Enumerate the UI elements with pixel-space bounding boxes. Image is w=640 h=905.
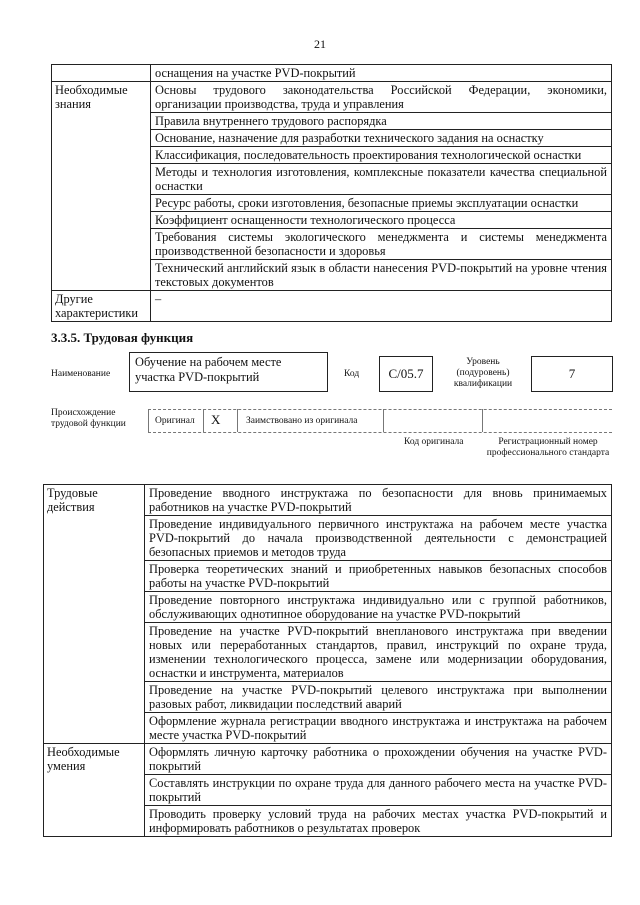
origin-divider-2 bbox=[203, 409, 204, 432]
row-item: Методы и технология изготовления, комплексные показатели качества специальной оснастки bbox=[151, 164, 612, 195]
row-item: Составлять инструкции по охране труда для данного рабочего места на участке PVD-покрытий bbox=[145, 775, 612, 806]
row-item: Проведение вводного инструктажа по безопасности для вновь принимаемых работников на участке PVD-покрытий bbox=[145, 485, 612, 516]
row-item: Требования системы экологического менеджмента и системы менеджмента производственной безопасности и здоровья bbox=[151, 229, 612, 260]
row-item: Проведение на участке PVD-покрытий целевого инструктажа при выполнении разовых работ, ликвидации последствий аварий bbox=[145, 682, 612, 713]
table-row bbox=[44, 744, 612, 775]
name-value: Обучение на рабочем месте участка PVD-покрытий bbox=[135, 355, 282, 384]
row-label bbox=[52, 65, 151, 82]
row-item: Правила внутреннего трудового распорядка bbox=[151, 113, 612, 130]
table-row bbox=[44, 485, 612, 516]
row-label: Необходимые знания bbox=[52, 82, 151, 291]
row-label: Необходимые умения bbox=[44, 744, 145, 837]
row-label: Трудовые действия bbox=[44, 485, 145, 744]
row-item: оснащения на участке PVD-покрытий bbox=[151, 65, 612, 82]
section-heading: 3.3.5. Трудовая функция bbox=[51, 330, 194, 345]
name-box bbox=[129, 352, 328, 392]
origin-label: Происхождение трудовой функции bbox=[51, 408, 126, 429]
origin-divider-5 bbox=[482, 409, 483, 432]
origin-code-caption: Код оригинала bbox=[404, 437, 464, 447]
code-box bbox=[379, 356, 433, 392]
origin-divider-1 bbox=[148, 409, 149, 432]
original-label: Оригинал bbox=[155, 416, 195, 426]
row-item: Проверка теоретических знаний и приобретенных навыков безопасных способов работы на участке PVD-покрытий bbox=[145, 561, 612, 592]
row-item: Ресурс работы, сроки изготовления, безопасные приемы эксплуатации оснастки bbox=[151, 195, 612, 212]
original-mark: X bbox=[211, 412, 221, 427]
origin-divider-4 bbox=[383, 409, 384, 432]
row-item: – bbox=[151, 291, 612, 322]
level-box bbox=[531, 356, 613, 392]
name-label: Наименование bbox=[51, 369, 111, 379]
row-label: Другие характеристики bbox=[52, 291, 151, 322]
row-item: Коэффициент оснащенности технологического процесса bbox=[151, 212, 612, 229]
table-row bbox=[52, 65, 612, 82]
origin-top-rule bbox=[148, 409, 612, 410]
actions-table bbox=[43, 484, 612, 837]
page-number: 21 bbox=[314, 37, 326, 51]
row-item: Проведение повторного инструктажа индивидуально или с группой работников, обслуживающих однотипное оборудование на участке PVD-покрытий bbox=[145, 592, 612, 623]
row-item: Технический английский язык в области нанесения PVD-покрытий на уровне чтения текстовых документов bbox=[151, 260, 612, 291]
level-value: 7 bbox=[568, 366, 576, 381]
row-item: Основание, назначение для разработки технического задания на оснастку bbox=[151, 130, 612, 147]
row-item: Оформлять личную карточку работника о прохождении обучения на участке PVD-покрытий bbox=[145, 744, 612, 775]
table-row bbox=[52, 291, 612, 322]
row-item: Классификация, последовательность проектирования технологической оснастки bbox=[151, 147, 612, 164]
reg-number-caption: Регистрационный номер профессионального стандарта bbox=[486, 437, 610, 458]
row-item: Проводить проверку условий труда на рабочих местах участка PVD-покрытий и информировать работников о результатах проверок bbox=[145, 806, 612, 837]
row-item: Оформление журнала регистрации вводного инструктажа и инструктажа на рабочем месте участка PVD-покрытий bbox=[145, 713, 612, 744]
borrowed-label: Заимствовано из оригинала bbox=[246, 416, 358, 426]
level-label: Уровень (подуровень) квалификации bbox=[453, 357, 513, 389]
code-label: Код bbox=[344, 369, 360, 379]
origin-bottom-rule bbox=[148, 432, 612, 433]
knowledge-table bbox=[51, 64, 612, 322]
code-value: C/05.7 bbox=[388, 366, 424, 381]
actions-table-body bbox=[44, 485, 612, 837]
row-item: Проведение индивидуального первичного инструктажа на рабочем месте участка PVD-покрытий до начала производственной деятельности с демонстрацией безопасных приемов и методов труда bbox=[145, 516, 612, 561]
row-item: Основы трудового законодательства Российской Федерации, экономики, организации производства, труда и управления bbox=[151, 82, 612, 113]
table-row bbox=[52, 82, 612, 113]
origin-divider-3 bbox=[237, 409, 238, 432]
knowledge-table-body bbox=[52, 65, 612, 322]
row-item: Проведение на участке PVD-покрытий внепланового инструктажа при введении новых или переработанных стандартов, правил, инструкций по охране труда, изменении технологического процесса, замене или модернизации оборудования, оснастки и инструмента, материалов bbox=[145, 623, 612, 682]
